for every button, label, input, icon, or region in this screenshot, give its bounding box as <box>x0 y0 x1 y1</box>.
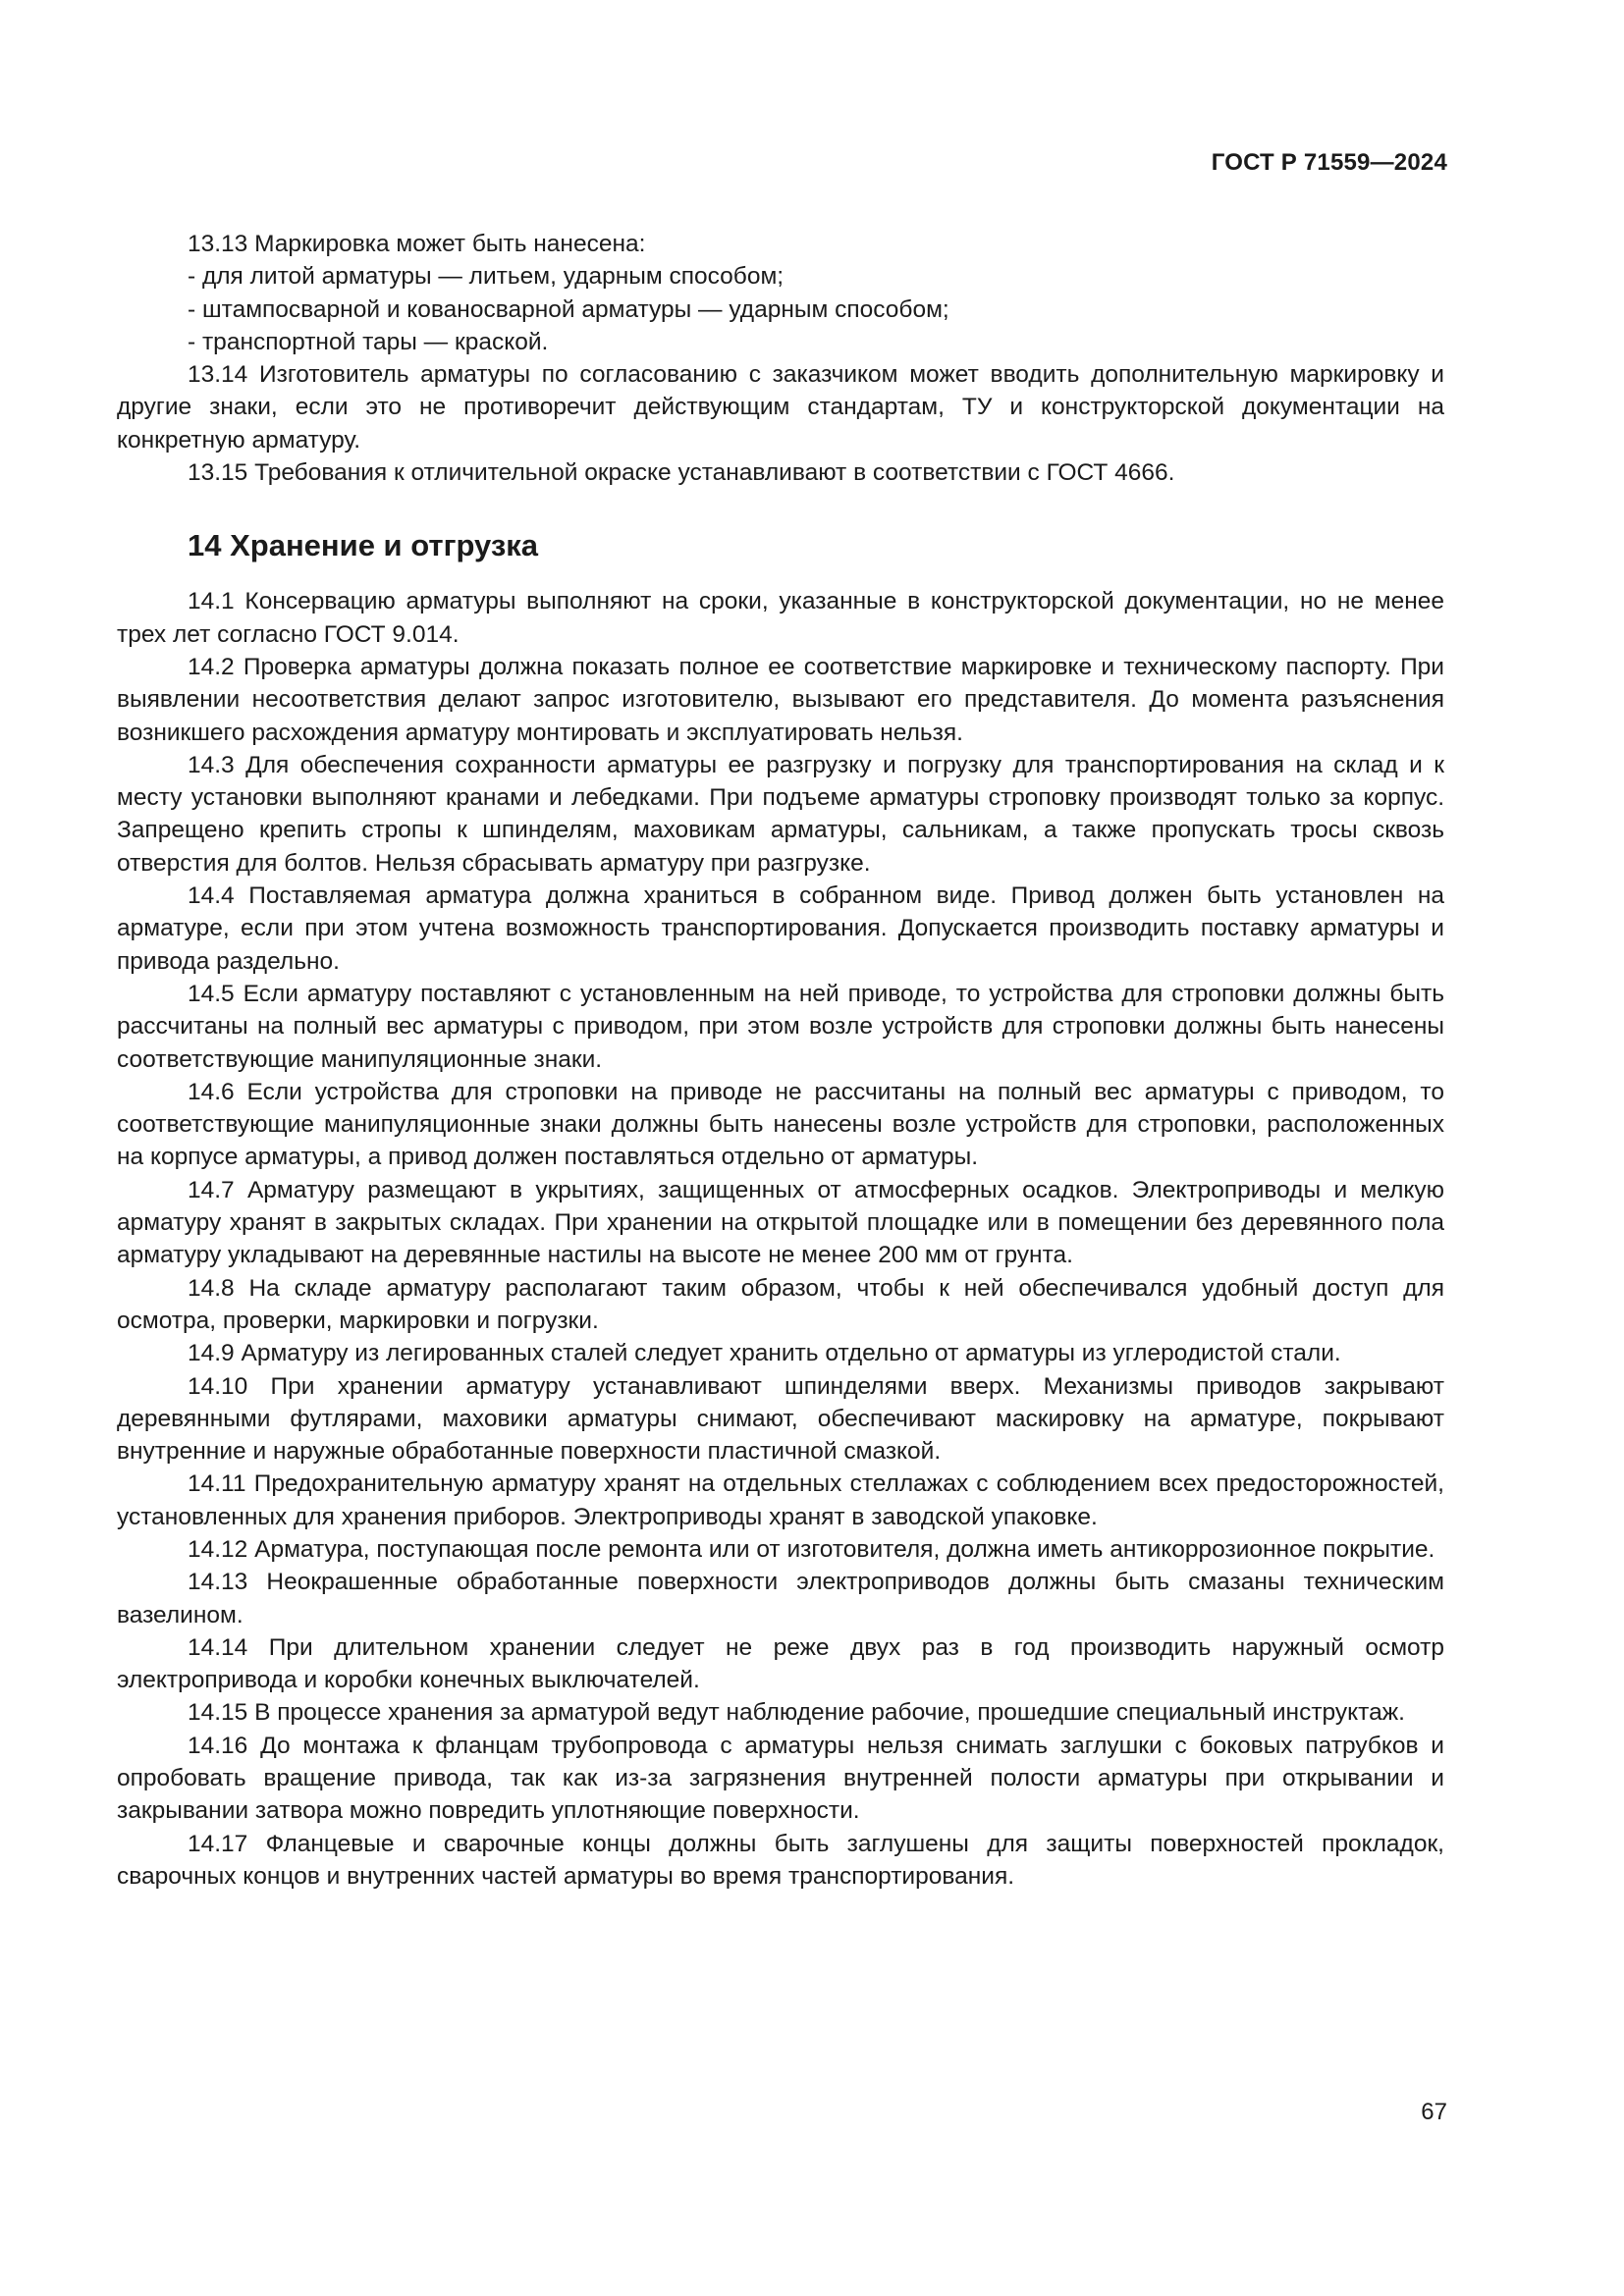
section-heading-14: 14 Хранение и отгрузка <box>188 528 538 563</box>
document-header-standard-number: ГОСТ Р 71559—2024 <box>1211 149 1447 176</box>
paragraph-14-15: 14.15 В процессе хранения за арматурой ведут наблюдение рабочие, прошедшие специальный инструктаж. <box>188 1699 1405 1727</box>
page-number: 67 <box>1421 2099 1447 2125</box>
paragraph-14-3: 14.3 Для обеспечения сохранности арматуры ее разгрузку и погрузку для транспортирования на склад и к месту установки выполняют кранами и лебедками. При подъеме арматуры строповку производят только за корпус. Запрещено крепить стропы к шпинделям, маховикам арматуры, сальникам, а также пропускать тросы сквозь отверстия для болтов. Нельзя сбрасывать арматуру при разгрузке. <box>117 751 1444 877</box>
paragraph-14-8: 14.8 На складе арматуру располагают таким образом, чтобы к ней обеспечивался удобный доступ для осмотра, проверки, маркировки и погрузки. <box>117 1274 1444 1334</box>
paragraph-14-6: 14.6 Если устройства для строповки на приводе не рассчитаны на полный вес арматуры с приводом, то соответствующие манипуляционные знаки должны быть нанесены возле устройств для строповки, расположенных на корпусе арматуры, а привод должен поставляться отдельно от арматуры. <box>117 1078 1444 1171</box>
paragraph-14-12: 14.12 Арматура, поступающая после ремонта или от изготовителя, должна иметь антикоррозионное покрытие. <box>188 1535 1435 1563</box>
paragraph-14-16: 14.16 До монтажа к фланцам трубопровода с арматуры нельзя снимать заглушки с боковых патрубков и опробовать вращение привода, так как из-за загрязнения внутренней полости арматуры при открывании и закрывании затвора можно повредить уплотняющие поверхности. <box>117 1732 1444 1825</box>
paragraph-14-17: 14.17 Фланцевые и сварочные концы должны быть заглушены для защиты поверхностей прокладок, сварочных концов и внутренних частей арматуры во время транспортирования. <box>117 1830 1444 1890</box>
paragraph-14-10: 14.10 При хранении арматуру устанавливают шпинделями вверх. Механизмы приводов закрывают деревянными футлярами, маховики арматуры снимают, обеспечивают маскировку на арматуре, покрывают внутренние и наружные обработанные поверхности пластичной смазкой. <box>117 1372 1444 1466</box>
paragraph-14-1: 14.1 Консервацию арматуры выполняют на сроки, указанные в конструкторской документации, но не менее трех лет согласно ГОСТ 9.014. <box>117 588 1444 648</box>
paragraph-13-15: 13.15 Требования к отличительной окраске устанавливают в соответствии с ГОСТ 4666. <box>188 459 1175 487</box>
paragraph-14-11: 14.11 Предохранительную арматуру хранят на отдельных стеллажах с соблюдением всех предосторожностей, установленных для хранения приборов. Электроприводы хранят в заводской упаковке. <box>117 1470 1444 1530</box>
paragraph-14-4: 14.4 Поставляемая арматура должна храниться в собранном виде. Привод должен быть установлен на арматуре, если при этом учтена возможность транспортирования. Допускается производить поставку арматуры и привода раздельно. <box>117 882 1444 975</box>
paragraph-14-5: 14.5 Если арматуру поставляют с установленным на ней приводе, то устройства для строповки должны быть рассчитаны на полный вес арматуры с приводом, при этом возле устройств для строповки должны быть нанесены соответствующие манипуляционные знаки. <box>117 980 1444 1073</box>
marking-list-item: - транспортной тары — краской. <box>188 328 549 355</box>
paragraph-14-13: 14.13 Неокрашенные обработанные поверхности электроприводов должны быть смазаны техническим вазелином. <box>117 1569 1444 1629</box>
page-content <box>117 228 1444 1893</box>
paragraph-13-14: 13.14 Изготовитель арматуры по согласованию с заказчиком может вводить дополнительную маркировку и другие знаки, если это не противоречит действующим стандартам, ТУ и конструкторской документации на конкретную арматуру. <box>117 361 1444 454</box>
paragraph-14-14: 14.14 При длительном хранении следует не реже двух раз в год производить наружный осмотр электропривода и коробки конечных выключателей. <box>117 1633 1444 1694</box>
marking-list-item: - штампосварной и кованосварной арматуры — ударным способом; <box>188 295 949 323</box>
paragraph-14-9: 14.9 Арматуру из легированных сталей следует хранить отдельно от арматуры из углеродистой стали. <box>188 1340 1341 1367</box>
paragraph-14-7: 14.7 Арматуру размещают в укрытиях, защищенных от атмосферных осадков. Электроприводы и мелкую арматуру хранят в закрытых складах. При хранении на открытой площадке или в помещении без деревянного пола арматуру укладывают на деревянные настилы на высоте не менее 200 мм от грунта. <box>117 1176 1444 1269</box>
paragraph-13-13: 13.13 Маркировка может быть нанесена: <box>188 231 646 257</box>
paragraph-14-2: 14.2 Проверка арматуры должна показать полное ее соответствие маркировке и техническому паспорту. При выявлении несоответствия делают запрос изготовителю, вызывают его представителя. До момента разъяснения возникшего расхождения арматуру монтировать и эксплуатировать нельзя. <box>117 653 1444 746</box>
marking-list-item: - для литой арматуры — литьем, ударным способом; <box>188 263 785 291</box>
